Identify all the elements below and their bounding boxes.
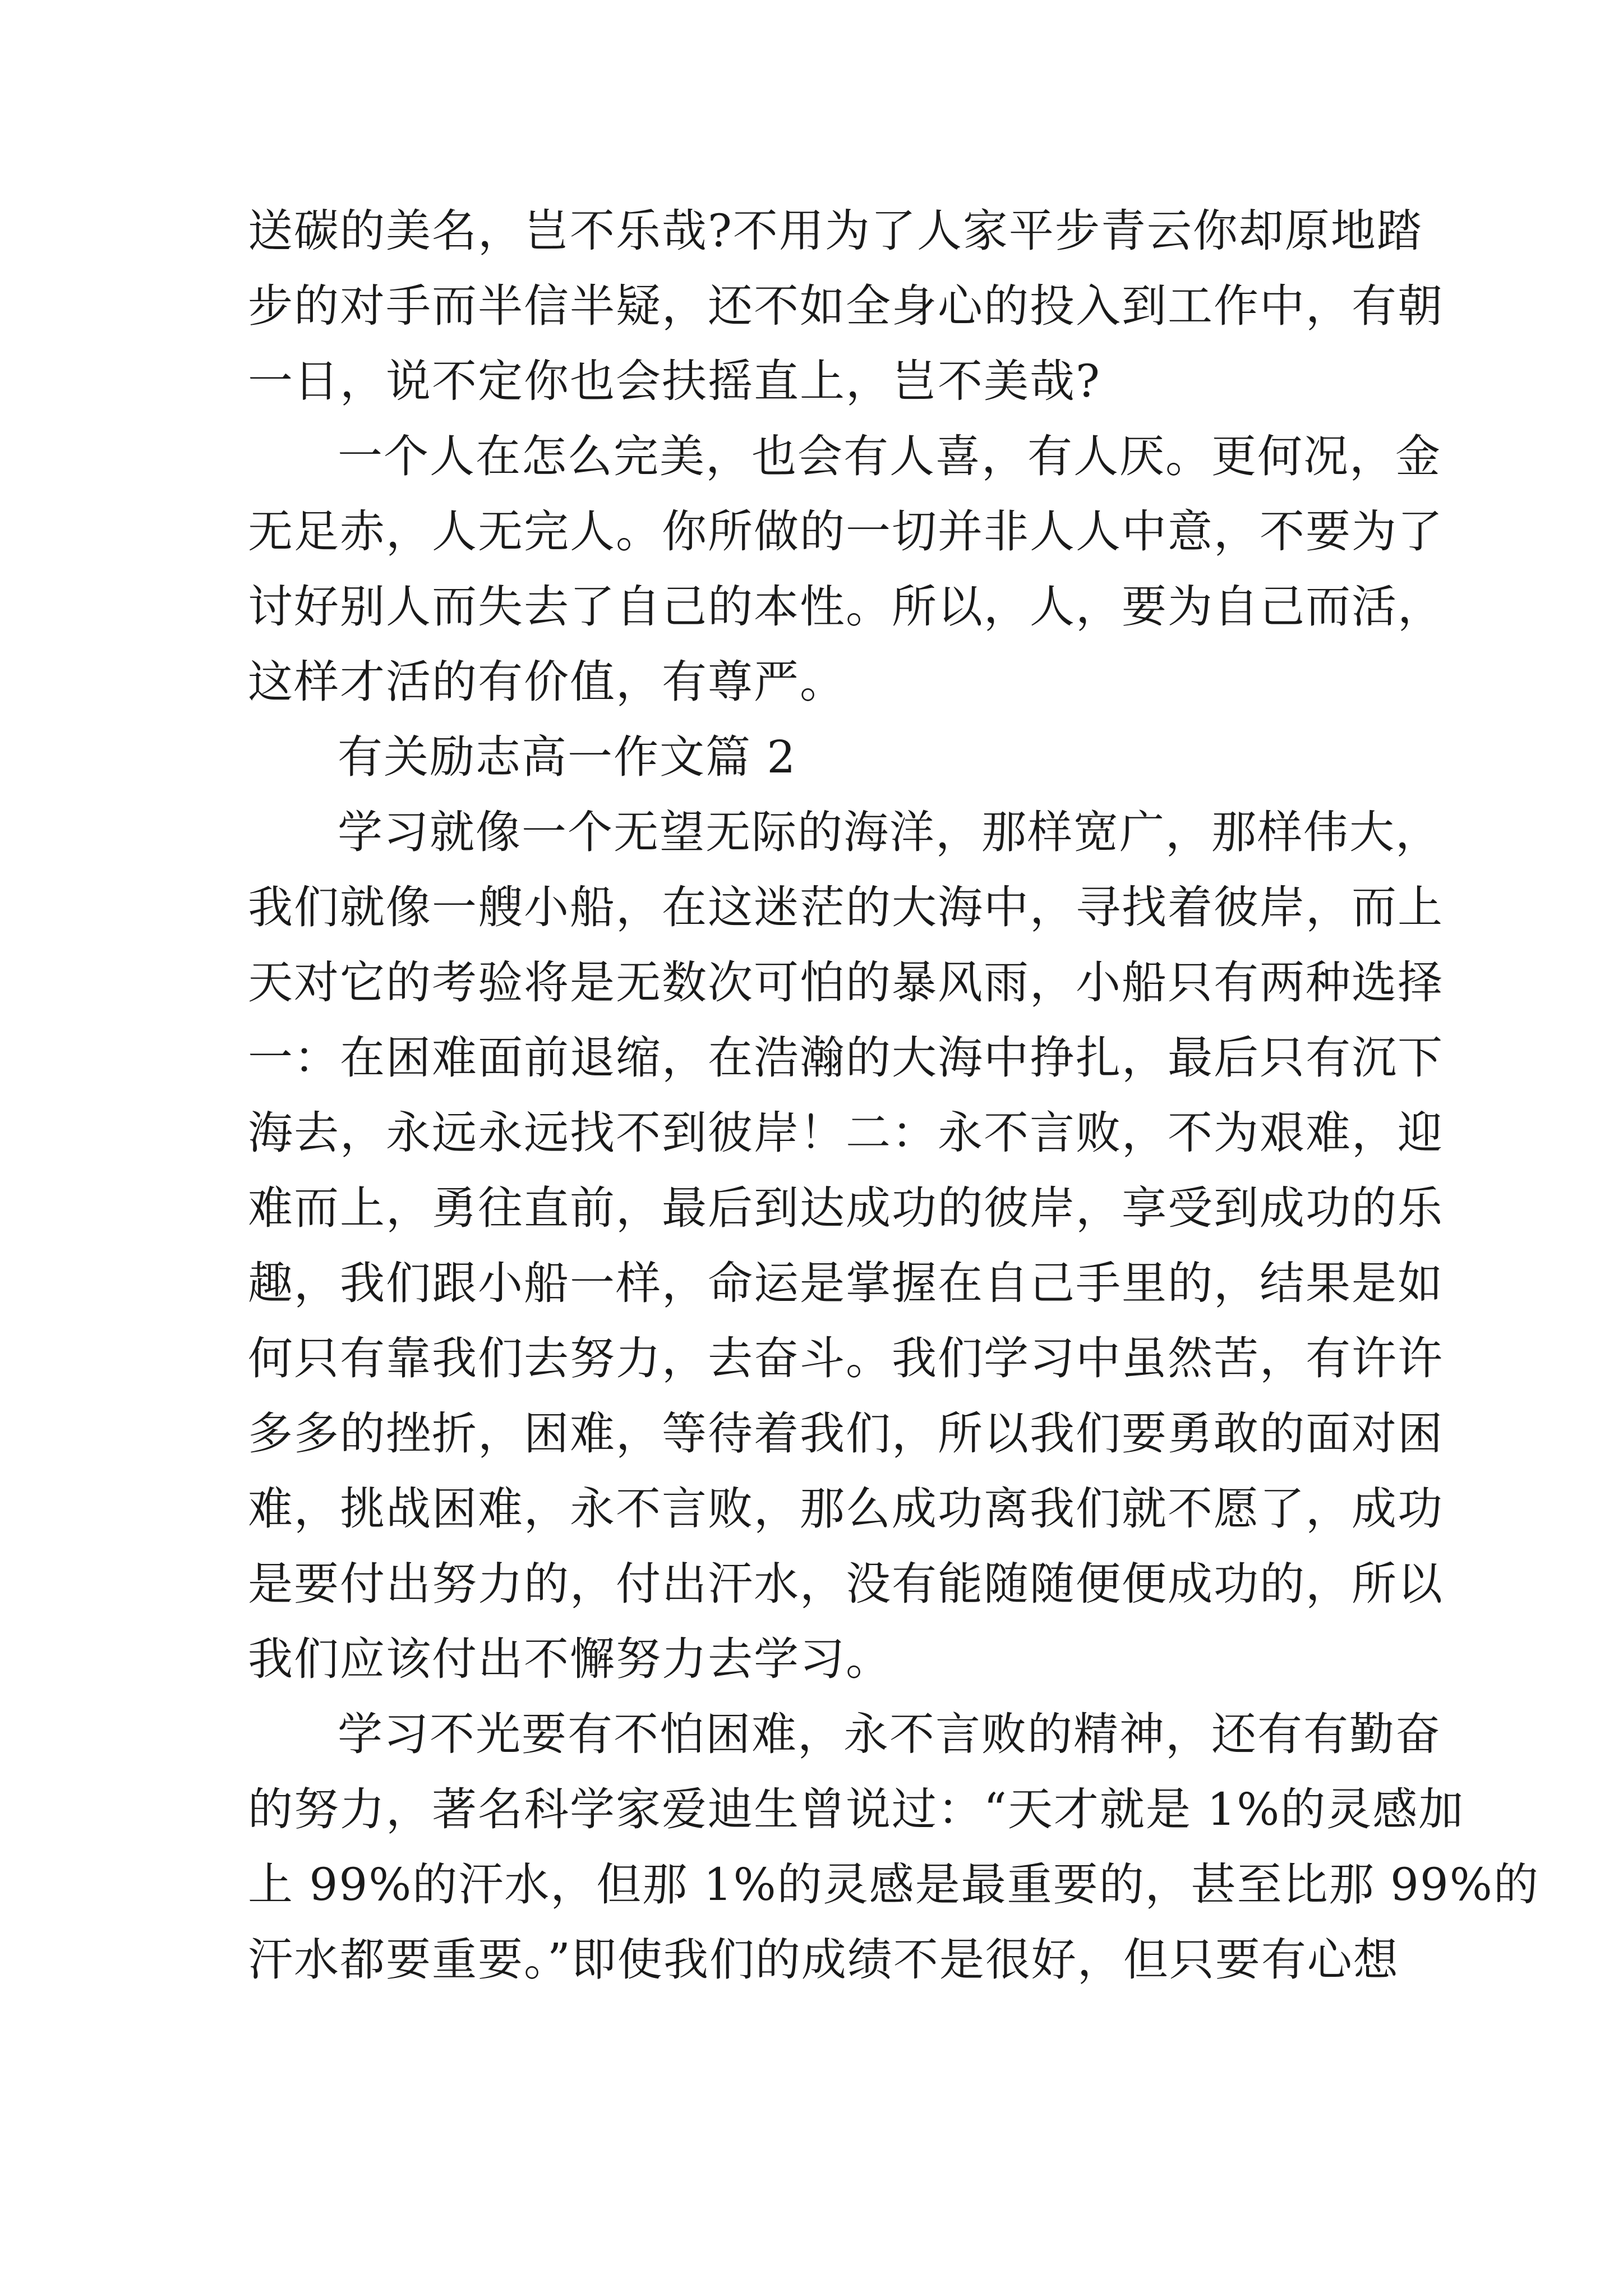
text-line: 学习不光要有不怕困难，永不言败的精神，还有有勤奋: [338, 1708, 1441, 1760]
text-line: 学习就像一个无望无际的海洋，那样宽广，那样伟大，: [338, 806, 1441, 858]
text-line: 一个人在怎么完美，也会有人喜，有人厌。更何况，金: [338, 430, 1441, 482]
text-line: 趣，我们跟小船一样，命运是掌握在自己手里的，结果是如: [248, 1257, 1444, 1309]
text-line: 我们应该付出不懈努力去学习。: [248, 1633, 892, 1685]
text-line: 是要付出努力的，付出汗水，没有能随随便便成功的，所以: [248, 1558, 1444, 1610]
text-line: 难，挑战困难，永不言败，那么成功离我们就不愿了，成功: [248, 1483, 1444, 1535]
text-line: 汗水都要重要。”即使我们的成绩不是很好，但只要有心想: [248, 1934, 1399, 1986]
text-line: 上 99%的汗水，但那 1%的灵感是最重要的，甚至比那 99%的: [248, 1858, 1539, 1911]
text-line: 我们就像一艘小船，在这迷茫的大海中，寻找着彼岸，而上: [248, 881, 1444, 933]
text-line: 一日，说不定你也会扶摇直上，岂不美哉?: [248, 355, 1101, 407]
text-line: 何只有靠我们去努力，去奋斗。我们学习中虽然苦，有许许: [248, 1332, 1444, 1384]
text-line: 难而上，勇往直前，最后到达成功的彼岸，享受到成功的乐: [248, 1182, 1444, 1234]
text-line: 的努力，著名科学家爱迪生曾说过：“天才就是 1%的灵感加: [248, 1783, 1465, 1835]
text-line: 这样才活的有价值，有尊严。: [248, 656, 846, 708]
text-line: 天对它的考验将是无数次可怕的暴风雨，小船只有两种选择: [248, 956, 1444, 1009]
text-line: 送碳的美名，岂不乐哉?不用为了人家平步青云你却原地踏: [248, 205, 1423, 257]
text-line: 有关励志高一作文篇 2: [338, 731, 797, 783]
text-line: 步的对手而半信半疑，还不如全身心的投入到工作中，有朝: [248, 280, 1444, 332]
text-line: 无足赤，人无完人。你所做的一切并非人人中意，不要为了: [248, 505, 1444, 558]
text-line: 多多的挫折，困难，等待着我们，所以我们要勇敢的面对困: [248, 1407, 1444, 1460]
document-body: [248, 194, 1539, 1998]
text-line: 讨好别人而失去了自己的本性。所以，人，要为自己而活，: [248, 581, 1444, 633]
text-line: 海去，永远永远找不到彼岸！二：永不言败，不为艰难，迎: [248, 1107, 1444, 1159]
text-line: 一：在困难面前退缩，在浩瀚的大海中挣扎，最后只有沉下: [248, 1032, 1444, 1084]
